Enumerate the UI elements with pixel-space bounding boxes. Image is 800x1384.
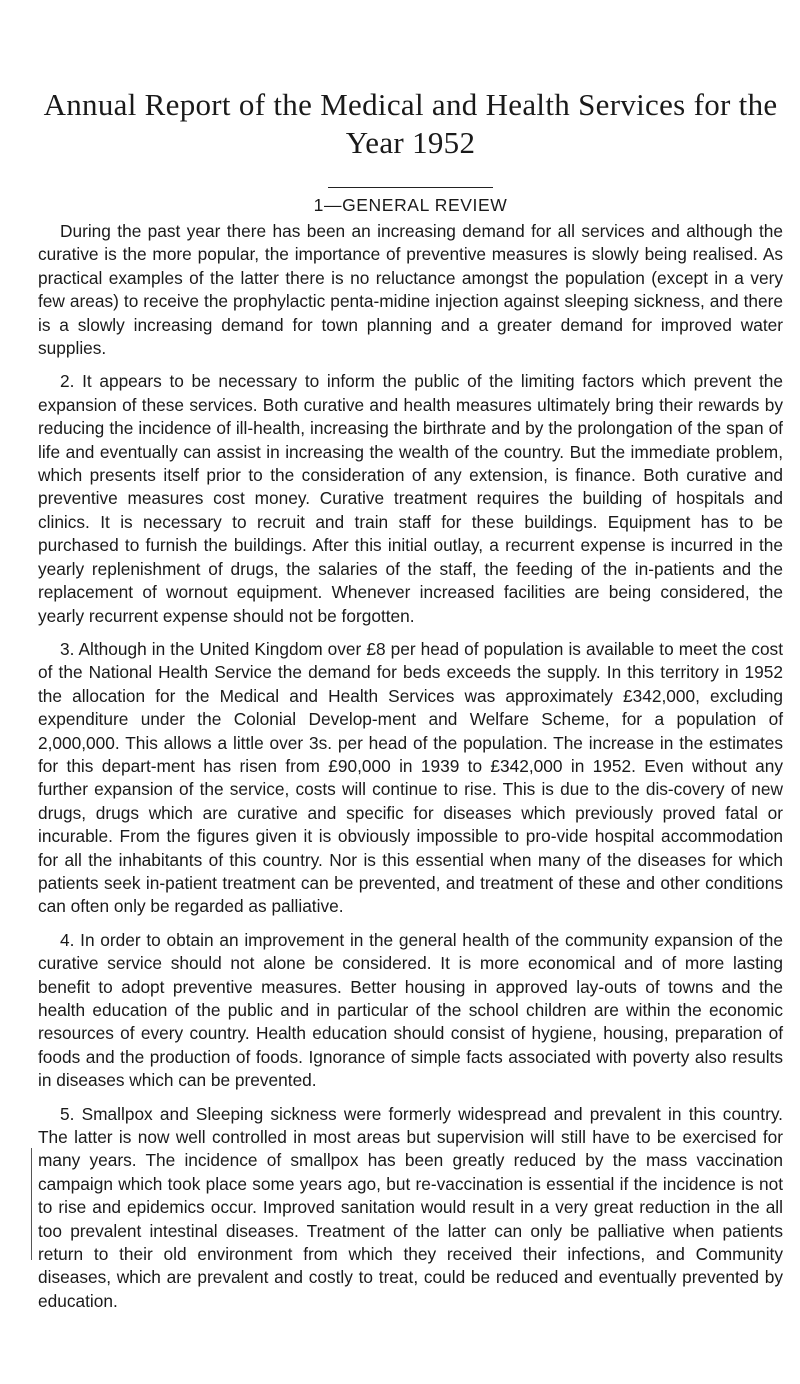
scan-margin-line [31, 1148, 32, 1260]
paragraph-5: 5. Smallpox and Sleeping sickness were formerly widespread and prevalent in this country. The latter is now well controlled in most areas but supervision will still have to be exercised for many years. The incidence of smallpox has been greatly reduced by the mass vaccination campaign which took place some years ago, but re-vaccination is essential if the incidence is not to rise and epidemics occur. Improved sanitation would result in a very great reduction in the all too prevalent intestinal diseases. Treatment of the latter can only be palliative when patients return to their old environment from which they received their infections, and Community diseases, which are prevalent and costly to treat, could be reduced and eventually prevented by education. [38, 1103, 783, 1311]
report-page [38, 86, 783, 1313]
paragraph-1: During the past year there has been an increasing demand for all services and although the curative is the more popular, the importance of preventive measures is slowly being realised. As practical examples of the latter there is no reluctance amongst the population (except in a very few areas) to receive the prophylactic penta-midine injection against sleeping sickness, and there is a slowly increasing demand for town planning and a greater demand for improved water supplies. [38, 221, 783, 359]
page-title: Annual Report of the Medical and Health Services for the Year 1952 [43, 87, 778, 160]
title-divider [328, 187, 493, 188]
paragraph-3: 3. Although in the United Kingdom over £8 per head of population is available to meet the cost of the National Health Service the demand for beds exceeds the supply. In this territory in 1952 the allocation for the Medical and Health Services was approximately £342,000, excluding expenditure under the Colonial Develop-ment and Welfare Scheme, for a population of 2,000,000. This allows a little over 3s. per head of the population. The increase in the estimates for this depart-ment has risen from £90,000 in 1939 to £342,000 in 1952. Even without any further expansion of the service, costs will continue to rise. This is due to the dis-covery of new drugs, drugs which are curative and specific for diseases which previously proved fatal or incurable. From the figures given it is obviously impossible to pro-vide hospital accommodation for all the inhabitants of this country. Nor is this essential when many of the diseases for which patients seek in-patient treatment can be prevented, and treatment of these and other conditions can often only be regarded as palliative. [38, 638, 783, 917]
section-heading: 1—GENERAL REVIEW [313, 195, 508, 215]
paragraph-2: 2. It appears to be necessary to inform the public of the limiting factors which prevent the expansion of these services. Both curative and health measures ultimately bring their rewards by reducing the incidence of ill-health, increasing the birthrate and by the prolongation of the span of life and eventually can assist in increasing the wealth of the country. But the immediate problem, which presents itself prior to the consideration of any extension, is finance. Both curative and preventive measures cost money. Curative treatment requires the building of hospitals and clinics. It is necessary to recruit and train staff for these buildings. Equipment has to be purchased to furnish the buildings. After this initial outlay, a recurrent expense is incurred in the yearly replenishment of drugs, the salaries of the staff, the feeding of the in-patients and the replacement of wornout equipment. Whenever increased facilities are being considered, the yearly recurrent expense should not be forgotten. [38, 371, 783, 626]
paragraph-4: 4. In order to obtain an improvement in the general health of the community expansion of the curative service should not alone be considered. It is more economical and of more lasting benefit to adopt preventive measures. Better housing in approved lay-outs of towns and the health education of the public and in particular of the school children are within the economic resources of every country. Health education should consist of hygiene, housing, preparation of foods and the production of foods. Ignorance of simple facts associated with poverty also results in diseases which can be prevented. [38, 929, 783, 1091]
